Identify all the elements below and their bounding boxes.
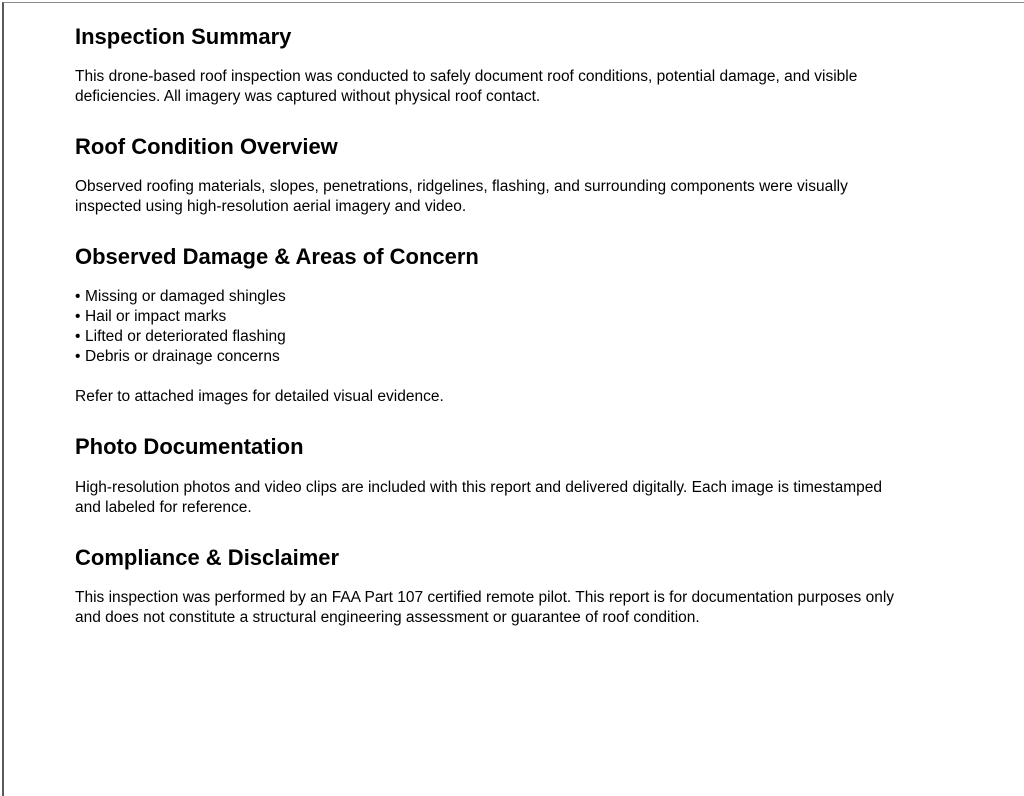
paragraph-compliance-disclaimer [75,588,975,628]
list-item-text: Hail or impact marks [85,308,227,325]
heading-observed-damage: Observed Damage & Areas of Concern [75,244,479,269]
list-item-text: Missing or damaged shingles [85,288,286,305]
bullet-marker: • [75,288,81,305]
paragraph-line: and does not constitute a structural engineering assessment or guarantee of roof condition. [75,609,700,626]
document-page [2,2,1024,796]
paragraph-line: Observed roofing materials, slopes, penetrations, ridgelines, flashing, and surrounding components were visually [75,178,848,195]
heading-inspection-summary: Inspection Summary [75,24,292,49]
paragraph-line: and labeled for reference. [75,499,252,516]
paragraph-line: This inspection was performed by an FAA Part 107 certified remote pilot. This report is for documentation purposes only [75,589,895,606]
list-item [75,347,286,367]
heading-photo-documentation: Photo Documentation [75,434,304,459]
heading-compliance-disclaimer: Compliance & Disclaimer [75,545,340,570]
paragraph-line: High-resolution photos and video clips are included with this report and delivered digitally. Each image is timestamped [75,479,883,496]
bullet-marker: • [75,308,81,325]
paragraph-damage-note: Refer to attached images for detailed visual evidence. [75,388,444,405]
list-item [75,327,286,347]
paragraph-photo-documentation [75,478,975,518]
paragraph-inspection-summary [75,67,975,107]
list-item [75,287,286,307]
bullet-marker: • [75,348,81,365]
list-item-text: Lifted or deteriorated flashing [85,328,286,345]
list-item [75,307,286,327]
list-item-text: Debris or drainage concerns [85,348,280,365]
heading-roof-condition-overview: Roof Condition Overview [75,134,338,159]
damage-list [75,287,286,367]
paragraph-line: inspected using high-resolution aerial imagery and video. [75,198,467,215]
paragraph-roof-condition-overview [75,177,975,217]
bullet-marker: • [75,328,81,345]
paragraph-line: This drone-based roof inspection was conducted to safely document roof conditions, potential damage, and visible [75,68,858,85]
paragraph-line: deficiencies. All imagery was captured without physical roof contact. [75,88,541,105]
